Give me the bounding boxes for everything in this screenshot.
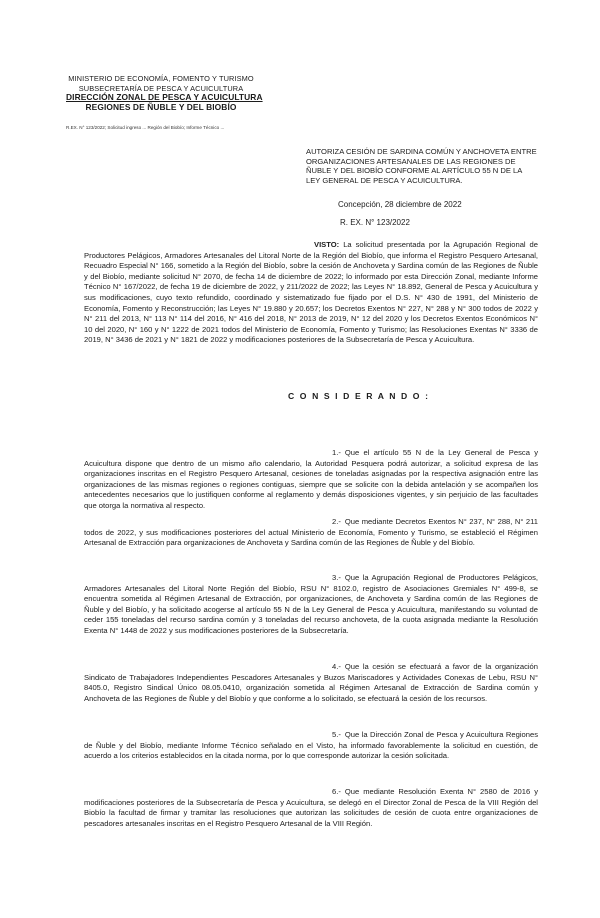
paragraph-number: 3.- xyxy=(332,573,341,582)
visto-text: La solicitud presentada por la Agrupación Regional de Productores Pelágicos, Armadores Artesanales del Litoral Norte de la Región del Biobío, que informa el Registro Pesquero Artesanal, Recuadro Especial N° 166, sometido a la Región del Biobío, sobre la cesión de Anchoveta y Sardina común de las Regiones de Ñuble y del Biobío, mediante solicitud N° 2070, de fecha 14 de diciembre de 2022; lo informado por esta Dirección Zonal, mediante Informe Técnico N° 167/2022, de fecha 19 de diciembre de 2022, y 211/2022 de 2022; las Leyes N° 18.892, General de Pesca y Acuicultura y sus modificaciones, cuyo texto refundido, coordinado y sistematizado fue fijado por el D.S. N° 430 de 1991, del Ministerio de Economía, Fomento y Reconstrucción; las Leyes N° 19.880 y 20.657; los Decretos Exentos N° 227, N° 288 y N° 300 todos de 2022 y N° 211 del 2013, N° 113 N° 114 del 2016, N° 416 del 2018, N° 2013 de 2019, N° 12 del 2020 y los Decretos Exentos Económicos N° 10 del 2020, N° 160 y N° 1222 de 2021 todos del Ministerio de Economía, Fomento y Turismo; las Resoluciones Exentas N° 3336 de 2019, N° 3436 de 2021 y N° 1821 de 2022 y modificaciones posteriores de la Subsecretaría de Pesca y Acuicultura. xyxy=(84,240,538,345)
visto-section xyxy=(84,240,538,346)
paragraph-text: Que la Agrupación Regional de Productores Pelágicos, Armadores Artesanales del Litoral Norte Región del Biobío, RSU N° 8102.0, registro de Asociaciones Gremiales N° 499-8, se encuentra sometida al Régimen Artesanal de Extracción, por organizaciones, de Anchoveta y Sardina común de las Regiones de Ñuble y del Biobío, y ha solicitado acogerse al artículo 55 N de la Ley General de Pesca y Acuicultura, manifestando su voluntad de ceder 155 toneladas del recurso sardina común y 3 toneladas del recurso anchoveta, de la cuota asignada mediante la Resolución Exenta N° 1448 de 2022 y sus modificaciones posteriores de la Subsecretaría. xyxy=(84,573,538,635)
considerando-paragraph-2 xyxy=(84,517,538,549)
ministry-name: MINISTERIO DE ECONOMÍA, FOMENTO Y TURISMO xyxy=(68,74,254,83)
reference-note: R.EX. N° 123/2022; Solicitud ingreso ... Región del Biobío; Informe Técnico ... xyxy=(66,125,225,130)
paragraph-text: Que la Dirección Zonal de Pesca y Acuicultura Regiones de Ñuble y del Biobío, mediante Informe Técnico señalado en el Visto, ha informado favorablemente la solicitud en cuestión, de acuerdo a los criterios establecidos en la citada norma, por lo que corresponde autorizar la cesión solicitada. xyxy=(84,730,538,761)
paragraph-number: 2.- xyxy=(332,517,341,526)
paragraph-text: Que mediante Resolución Exenta N° 2580 de 2016 y modificaciones posteriores de la Subsecretaría de Pesca y Acuicultura, se delegó en el Director Zonal de Pesca de la VIII Región del Biobío la facultad de firmar y tramitar las resoluciones que autorizan las solicitudes de cesión de cuota entre organizaciones de pescadores artesanales inscritas en el Registro Pesquero Artesanal de la VIII Región. xyxy=(84,787,538,828)
considerando-paragraph-3 xyxy=(84,573,538,637)
paragraph-text: Que la cesión se efectuará a favor de la organización Sindicato de Trabajadores Independientes Pescadores Artesanales y Buzos Mariscadores y Actividades Conexas de Lebu, RSU N° 8405.0, Registro Sindical Único 08.05.0410, organización sometida al Régimen Artesanal de Extracción de Sardina común y Anchoveta de las Regiones de Ñuble y del Biobío y que conforme a lo solicitado, se efectuará la cesión de los recursos. xyxy=(84,662,538,703)
paragraph-number: 6.- xyxy=(332,787,341,796)
paragraph-number: 1.- xyxy=(332,448,341,457)
paragraph-text: Que mediante Decretos Exentos N° 237, N° 288, N° 211 todos de 2022, y sus modificaciones posteriores del actual Ministerio de Economía, Fomento y Turismo, se estableció el Régimen Artesanal de Extracción para organizaciones de Anchoveta y Sardina común de las Regiones de Ñuble y del Biobío. xyxy=(84,517,538,548)
considerando-paragraph-6 xyxy=(84,787,538,829)
paragraph-text: Que el artículo 55 N de la Ley General de Pesca y Acuicultura dispone que dentro de un mismo año calendario, la Autoridad Pesquera podrá autorizar, a solicitud expresa de las organizaciones inscritas en el Registro Pesquero Artesanal, cesiones de toneladas asignadas por la respectiva asignación entre las organizaciones de las mismas regiones o regiones contiguas, siempre que se solicite con la debida antelación y se acompañen los antecedentes necesarios que lo justifiquen conforme al reglamento y demás disposiciones vigentes, y sin perjuicio de las facultades que otorga la normativa al respecto. xyxy=(84,448,538,510)
letterhead xyxy=(66,74,263,112)
considerando-paragraph-5 xyxy=(84,730,538,762)
resolution-number: R. EX. N° 123/2022 xyxy=(340,218,410,227)
subsecretariat-name: SUBSECRETARÍA DE PESCA Y ACUICULTURA xyxy=(78,83,244,93)
considerando-heading: C O N S I D E R A N D O : xyxy=(288,391,430,401)
directorate-name: DIRECCIÓN ZONAL DE PESCA Y ACUICULTURA xyxy=(66,92,263,103)
regions-name: REGIONES DE ÑUBLE Y DEL BIOBÍO xyxy=(85,101,237,112)
paragraph-number: 4.- xyxy=(332,662,341,671)
document-date: Concepción, 28 diciembre de 2022 xyxy=(338,200,462,209)
visto-label: VISTO: xyxy=(314,240,340,249)
document-subject: AUTORIZA CESIÓN DE SARDINA COMÚN Y ANCHOVETA ENTRE ORGANIZACIONES ARTESANALES DE LAS REGIONES DE ÑUBLE Y DEL BIOBÍO CONFORME AL ARTÍCULO 55 N DE LA LEY GENERAL DE PESCA Y ACUICULTURA. xyxy=(306,147,537,185)
paragraph-number: 5.- xyxy=(332,730,341,739)
considerando-paragraph-1 xyxy=(84,448,538,512)
considerando-paragraph-4 xyxy=(84,662,538,704)
